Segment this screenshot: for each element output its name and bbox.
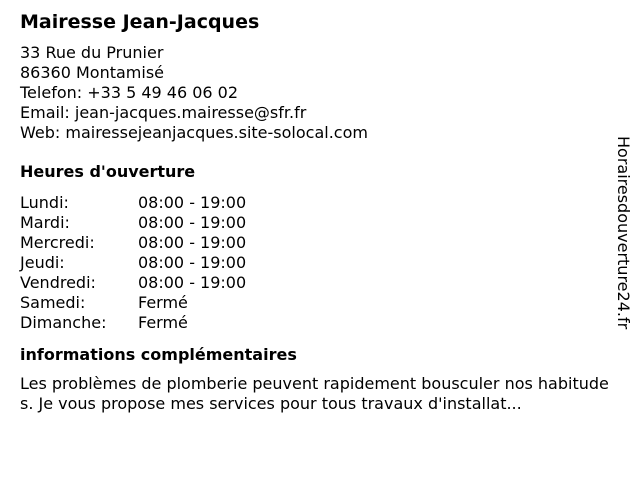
- hours-row-sunday: [20, 313, 600, 333]
- hours-day: Mardi:: [20, 213, 70, 232]
- hours-title: Heures d'ouverture: [20, 162, 196, 181]
- hours-row-wednesday: [20, 233, 600, 253]
- business-card: [20, 10, 609, 414]
- hours-time: 08:00 - 19:00: [138, 233, 247, 252]
- business-name: Mairesse Jean-Jacques: [20, 11, 260, 33]
- hours-row-tuesday: [20, 213, 600, 233]
- hours-time: 08:00 - 19:00: [138, 253, 247, 272]
- hours-day: Mercredi:: [20, 233, 95, 252]
- phone-line: Telefon: +33 5 49 46 06 02: [20, 83, 239, 102]
- hours-table: [20, 193, 600, 333]
- hours-time: 08:00 - 19:00: [138, 273, 247, 292]
- address-street: 33 Rue du Prunier: [20, 43, 164, 62]
- hours-row-thursday: [20, 253, 600, 273]
- email-line: Email: jean-jacques.mairesse@sfr.fr: [20, 103, 307, 122]
- info-description: Les problèmes de plomberie peuvent rapidement bousculer nos habitudes. Je vous propose mes services pour tous travaux d'installat...: [20, 374, 609, 413]
- brand-watermark: Horairesdouverture24.fr: [614, 136, 633, 330]
- web-line: Web: mairessejeanjacques.site-solocal.com: [20, 123, 368, 142]
- hours-day: Jeudi:: [20, 253, 65, 272]
- hours-time: Fermé: [138, 293, 188, 312]
- hours-row-friday: [20, 273, 600, 293]
- hours-day: Vendredi:: [20, 273, 96, 292]
- hours-day: Dimanche:: [20, 313, 107, 332]
- address-city: 86360 Montamisé: [20, 63, 165, 82]
- hours-row-saturday: [20, 293, 600, 313]
- hours-day: Samedi:: [20, 293, 86, 312]
- hours-time: 08:00 - 19:00: [138, 193, 247, 212]
- hours-day: Lundi:: [20, 193, 69, 212]
- hours-time: 08:00 - 19:00: [138, 213, 247, 232]
- hours-row-monday: [20, 193, 600, 213]
- info-title: informations complémentaires: [20, 345, 297, 364]
- hours-time: Fermé: [138, 313, 188, 332]
